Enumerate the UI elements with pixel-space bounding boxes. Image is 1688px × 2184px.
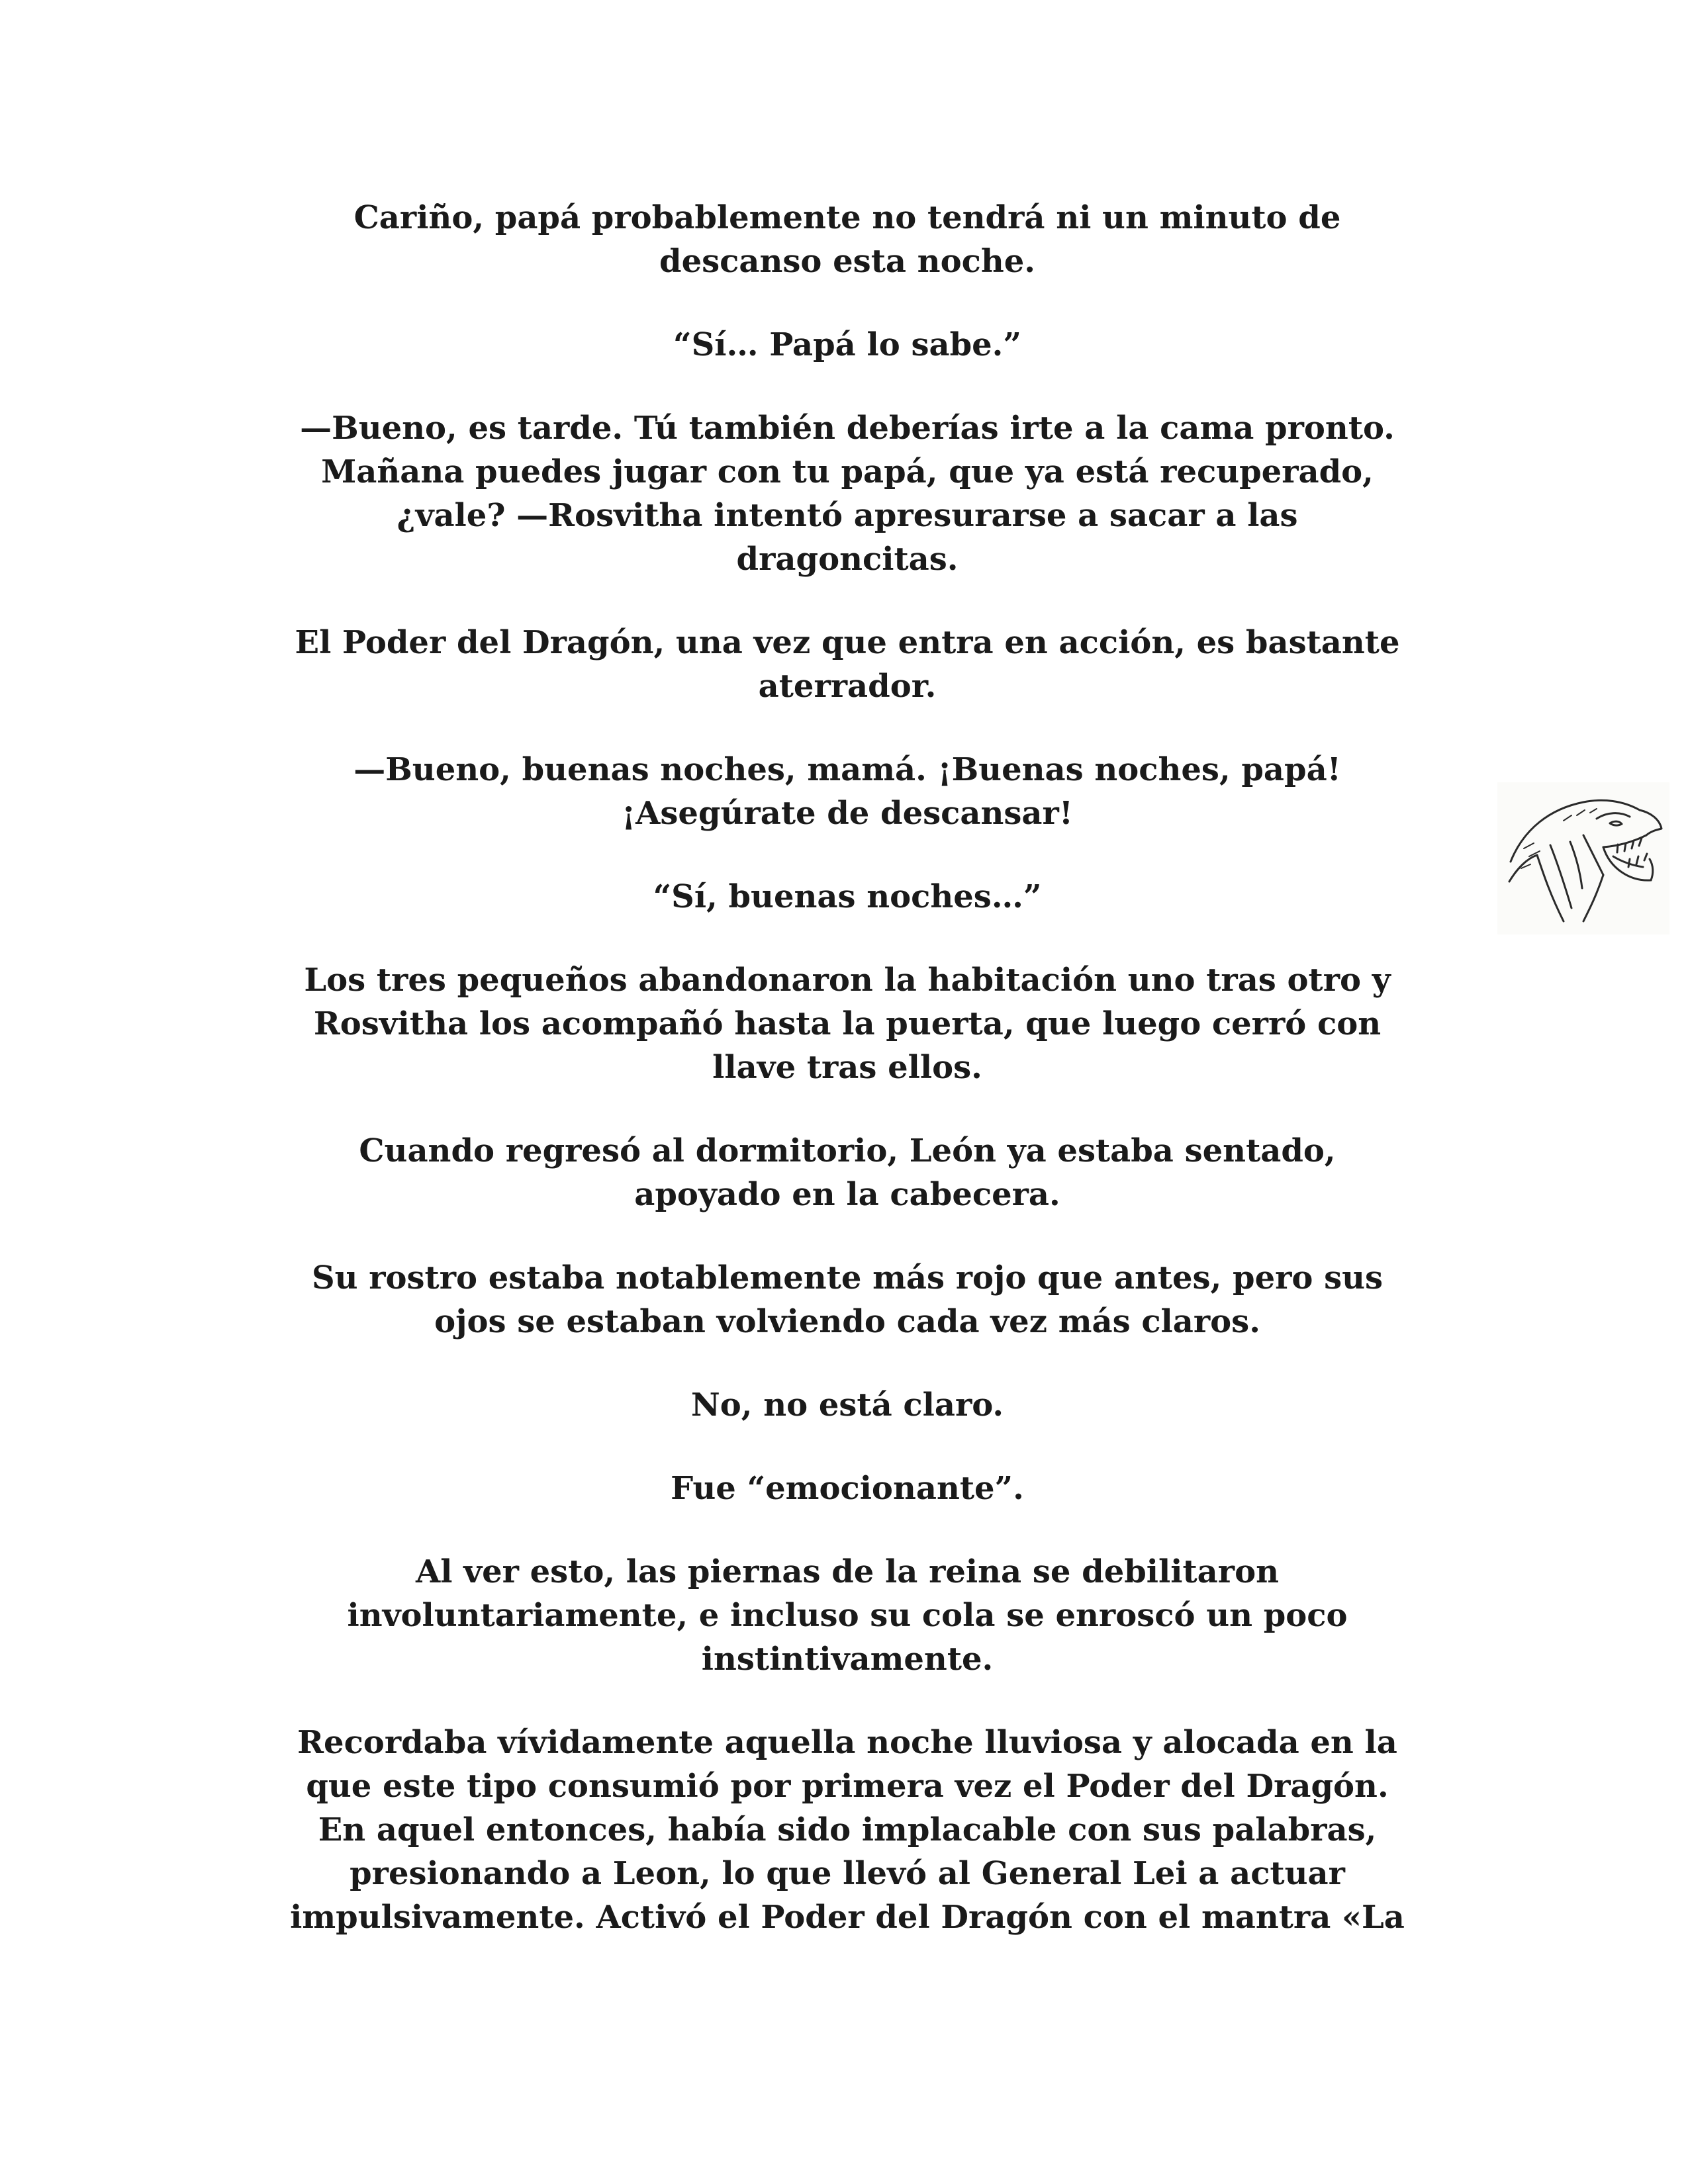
paragraph: Cuando regresó al dormitorio, León ya estaba sentado, apoyado en la cabecera. — [359, 1132, 1336, 1213]
paragraph: Los tres pequeños abandonaron la habitación uno tras otro y Rosvitha los acompañó hasta la puerta, que luego cerró con llave tras ellos. — [304, 962, 1391, 1086]
paragraph: El Poder del Dragón, una vez que entra en acción, es bastante aterrador. — [295, 624, 1400, 705]
body-text — [225, 196, 1470, 1979]
paragraph: Al ver esto, las piernas de la reina se debilitaron involuntariamente, e incluso su cola se enroscó un poco instintivamente. — [347, 1553, 1348, 1678]
paragraph: “Sí, buenas noches…” — [653, 878, 1042, 915]
paragraph: Cariño, papá probablemente no tendrá ni un minuto de descanso esta noche. — [353, 199, 1341, 280]
paragraph: —Bueno, buenas noches, mamá. ¡Buenas noches, papá! ¡Asegúrate de descansar! — [353, 751, 1341, 832]
paragraph: —Bueno, es tarde. Tú también deberías irte a la cama pronto. Mañana puedes jugar con tu papá, que ya está recuperado, ¿vale? —Rosvitha intentó apresurarse a sacar a las dragoncitas. — [300, 410, 1395, 578]
paragraph: Su rostro estaba notablemente más rojo que antes, pero sus ojos se estaban volviendo cada vez más claros. — [311, 1259, 1383, 1340]
paragraph: “Sí… Papá lo sabe.” — [673, 326, 1021, 363]
paragraph: No, no está claro. — [690, 1387, 1004, 1424]
dragon-head-sketch-icon — [1497, 782, 1669, 934]
paragraph: Recordaba vívidamente aquella noche lluviosa y alocada en la que este tipo consumió por primera vez el Poder del Dragón. En aquel entonces, había sido implacable con sus palabras, presionando a Leon, lo que llevó al General Lei a actuar impulsivamente. Activó el Poder del Dragón con el mantra «La — [290, 1724, 1405, 1936]
paragraph: Fue “emocionante”. — [671, 1470, 1024, 1507]
